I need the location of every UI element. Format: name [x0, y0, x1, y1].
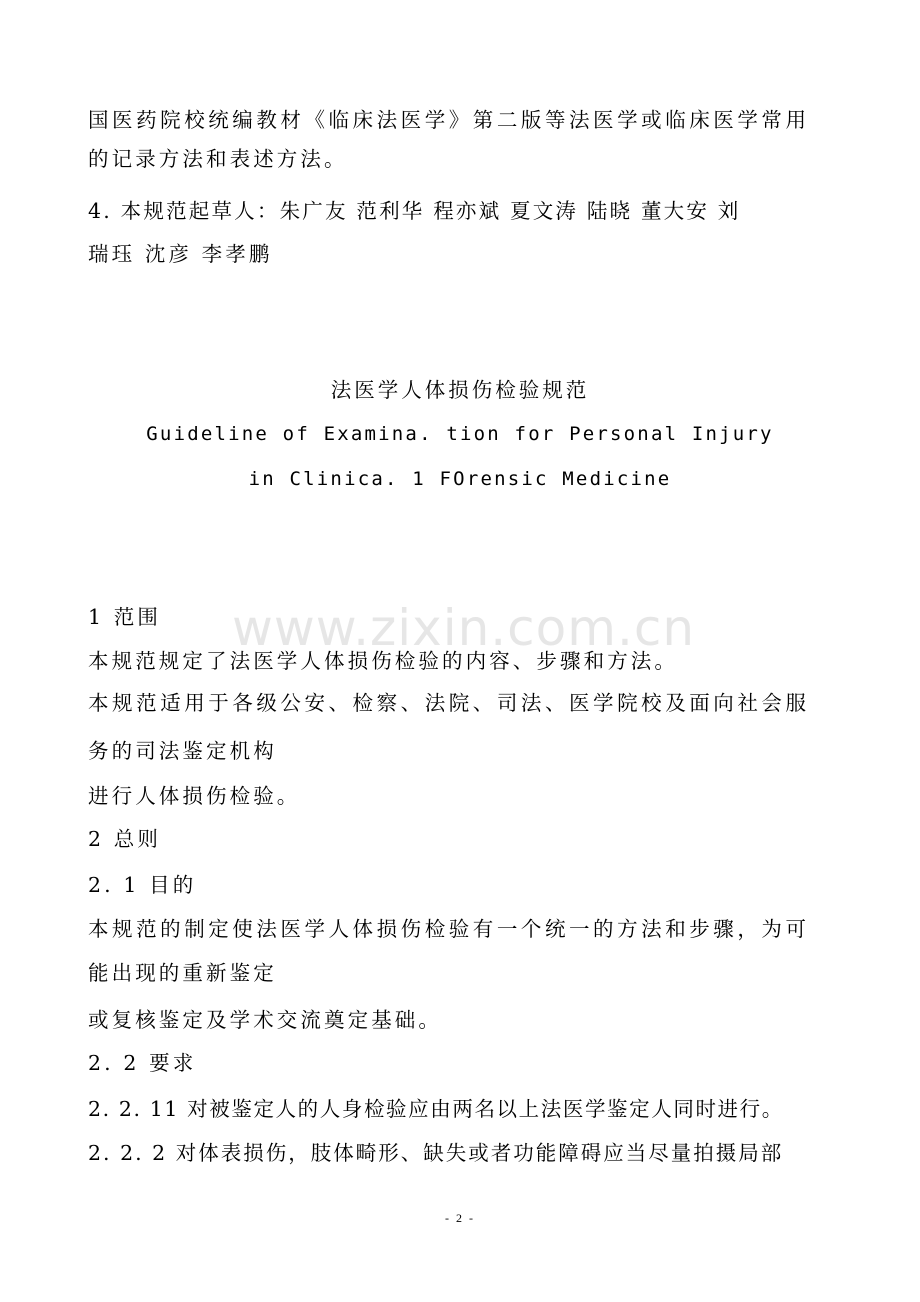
section-2-2-2: 2. 2. 2 对体表损伤，肢体畸形、缺失或者功能障碍应当尽量拍摄局部 — [88, 1141, 784, 1165]
drafters-line-cont: 瑞珏 沈彦 李孝鹏 — [88, 242, 273, 266]
section-1-para-2a: 本规范适用于各级公安、检察、法院、司法、医学院校及面向社会服 — [88, 691, 810, 715]
title-english-2: in Clinica. 1 FOrensic Medicine — [248, 468, 672, 490]
body-line-1: 国医药院校统编教材《临床法医学》第二版等法医学或临床医学常用 — [88, 108, 810, 132]
section-2-1-para-b: 能出现的重新鉴定 — [88, 961, 277, 985]
section-1-heading: 1 范围 — [88, 605, 161, 629]
page-number: - 2 - — [445, 1211, 475, 1225]
section-2-2-1: 2. 2. 11 对被鉴定人的人身检验应由两名以上法医学鉴定人同时进行。 — [88, 1097, 784, 1121]
section-1-para-2b: 务的司法鉴定机构 — [88, 739, 277, 763]
section-2-heading: 2 总则 — [88, 827, 161, 851]
title-english-1: Guideline of Examina. tion for Personal Injury — [146, 423, 774, 445]
section-2-1-heading: 2. 1 目的 — [88, 873, 197, 897]
section-1-para-2c: 进行人体损伤检验。 — [88, 784, 301, 808]
section-2-2-heading: 2. 2 要求 — [88, 1051, 197, 1075]
body-line-2: 的记录方法和表述方法。 — [88, 147, 348, 171]
section-1-para-1: 本规范规定了法医学人体损伤检验的内容、步骤和方法。 — [88, 649, 678, 673]
section-2-1-para-a: 本规范的制定使法医学人体损伤检验有一个统一的方法和步骤，为可 — [88, 917, 810, 941]
section-2-1-para-c: 或复核鉴定及学术交流奠定基础。 — [88, 1008, 442, 1032]
title-chinese: 法医学人体损伤检验规范 — [330, 378, 590, 402]
drafters-line: 4. 本规范起草人：朱广友 范利华 程亦斌 夏文涛 陆晓 董大安 刘 — [88, 199, 741, 223]
watermark: www.zixin.com.cn — [232, 599, 696, 657]
